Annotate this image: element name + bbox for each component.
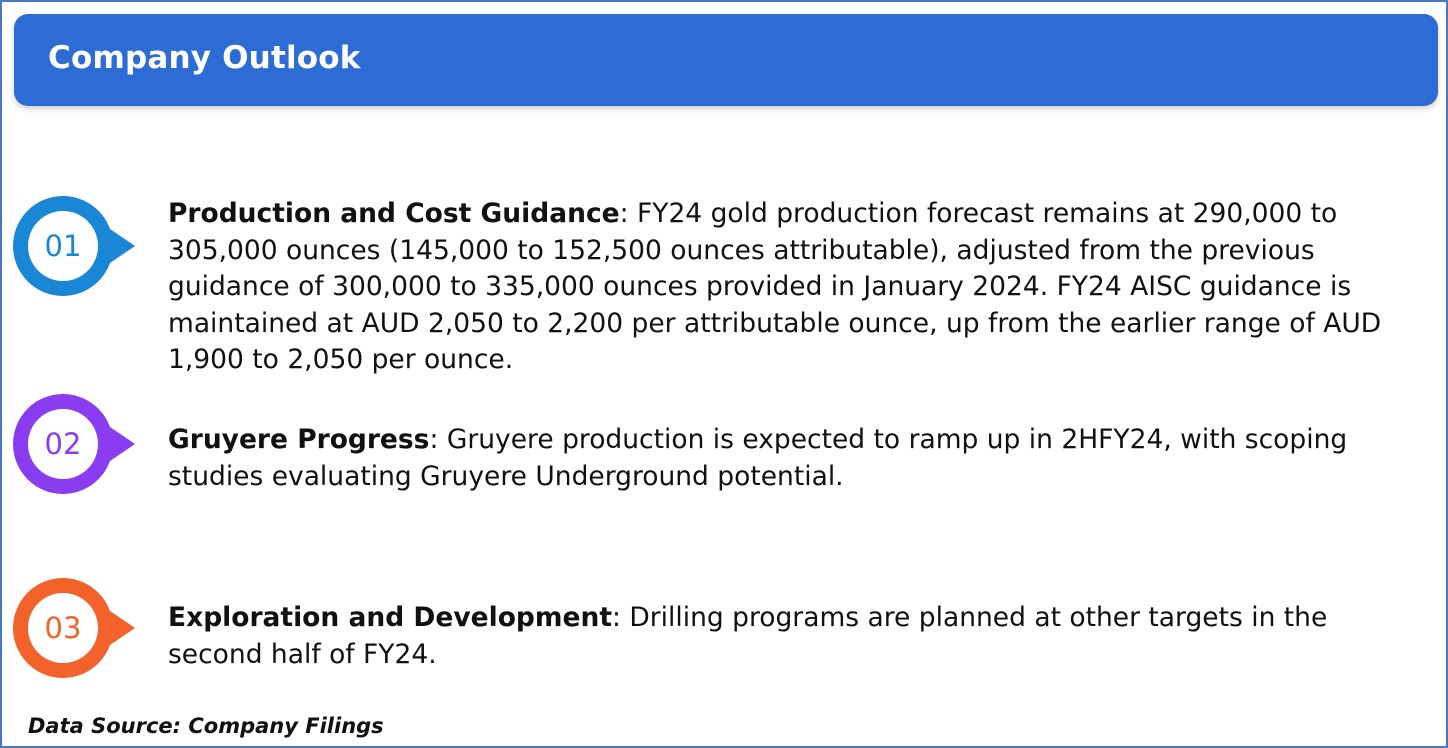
item-text (168, 600, 1428, 673)
number-badge-icon (13, 578, 137, 678)
page-title: Company Outlook (48, 40, 361, 76)
number-badge-icon (13, 196, 137, 296)
item-body: : FY24 gold production forecast remains at 290,000 to 305,000 ounces (145,000 to 152,500 ounces attributable), adjusted from the previous guidance of 300,000 to 335,000 ounces provided in January 2024. FY24 AISC guidance is maintained at AUD 2,050 to 2,200 per attributable ounce, up from the earlier range of AUD 1,900 to 2,050 per ounce. (168, 198, 1382, 376)
data-source-note: Data Source: Company Filings (28, 714, 384, 738)
item-body: : Drilling programs are planned at other targets in the second half of FY24. (168, 602, 1328, 670)
item-text (168, 196, 1428, 379)
item-heading: Production and Cost Guidance (168, 198, 620, 229)
header-banner (14, 14, 1438, 106)
number-badge-icon (13, 394, 137, 494)
item-text (168, 422, 1428, 495)
item-heading: Exploration and Development (168, 602, 612, 633)
item-heading: Gruyere Progress (168, 424, 430, 455)
item-body: : Gruyere production is expected to ramp up in 2HFY24, with scoping studies evaluating Gruyere Underground potential. (168, 424, 1348, 492)
badge-number: 01 (44, 229, 82, 263)
badge-number: 02 (44, 427, 82, 461)
badge-number: 03 (44, 611, 82, 645)
